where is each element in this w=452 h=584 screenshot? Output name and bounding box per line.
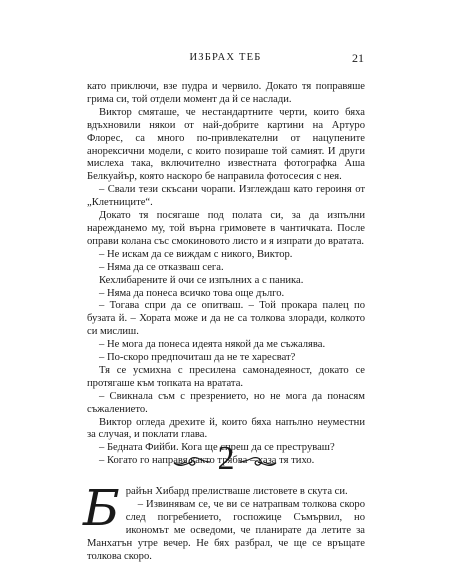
paragraph: Виктор огледа дрехите й, които бяха напълно неуместни за случая, и поклати глава. (87, 416, 365, 441)
chapter-text (83, 479, 365, 563)
chapter-heading (0, 440, 452, 478)
right-flourish-icon (238, 454, 278, 470)
body-text (87, 81, 365, 468)
paragraph: Кехлибарените й очи се изпълних а с паника. (99, 274, 304, 286)
paragraph: – Тогава спри да се опитваш. – Той прокара палец по бузата й. – Хората може и да не са толкова злоради, колкото си мислиш. (87, 300, 365, 338)
paragraph: като приключи, взе пудра и червило. Докато тя поправяше грима си, той отдели момент да й се наслади. (87, 81, 365, 105)
paragraph: – По-скоро предпочиташ да не те харесват? (99, 352, 296, 364)
paragraph: – Не искам да се виждам с никого, Виктор. (99, 248, 293, 260)
running-title: ИЗБРАХ ТЕБ (189, 52, 262, 63)
paragraph: – Не мога да понеса идеята някой да ме съжалява. (99, 339, 326, 351)
paragraph: – Свикнала съм с презрението, но не мога да понасям съжалението. (87, 390, 365, 415)
paragraph: – Свали тези скъсани чорапи. Изглеждаш като героиня от „Клетниците“. (87, 184, 365, 209)
page-number: 21 (352, 51, 364, 65)
drop-cap: Б (83, 479, 120, 537)
paragraph: – Няма да се отказваш сега. (99, 261, 224, 273)
paragraph: – Бедната Фийби. Кога ще спреш да се преструваш? (99, 442, 335, 454)
running-header (87, 52, 364, 66)
opening-line: райън Хибард прелистваше листовете в скута си. (125, 486, 348, 497)
paragraph: – Извинявам се, че ви се натрапвам толкова скоро след погребението, госпожице Съмървил, но икономът ме осведоми, че планирате да летите за Манхатън утре вечер. Не бях разбрал, че ще се връщате толкова скоро. (87, 498, 365, 562)
chapter-number: 2 (217, 440, 235, 477)
paragraph: – Няма да понеса всичко това още дълго. (99, 287, 285, 299)
paragraph: Докато тя посягаше под полата си, за да изпълни нарежданемо му, той върна гримовете в чантичката. После оправи колана със смокиновото листо и я изпрати до вратата. (87, 210, 365, 247)
paragraph: Тя се усмихна с пресилена самонадеяност, докато се протягаше към топката на вратата. (87, 364, 365, 389)
paragraph: Виктор смяташе, че нестандартните черти, които бяха вдъхновили някои от най-добрите картини на Артуро Флорес, са много по-привлекателни от нацупените анорексични модели, с които позираше той самият. И други мислеха така, включително известната фотографка Аша Белкуайър, която наскоро бе направила фотосесия с нея. (87, 106, 365, 183)
paragraph: – Когато го направя както трябва – каза тя тихо. (99, 455, 315, 467)
